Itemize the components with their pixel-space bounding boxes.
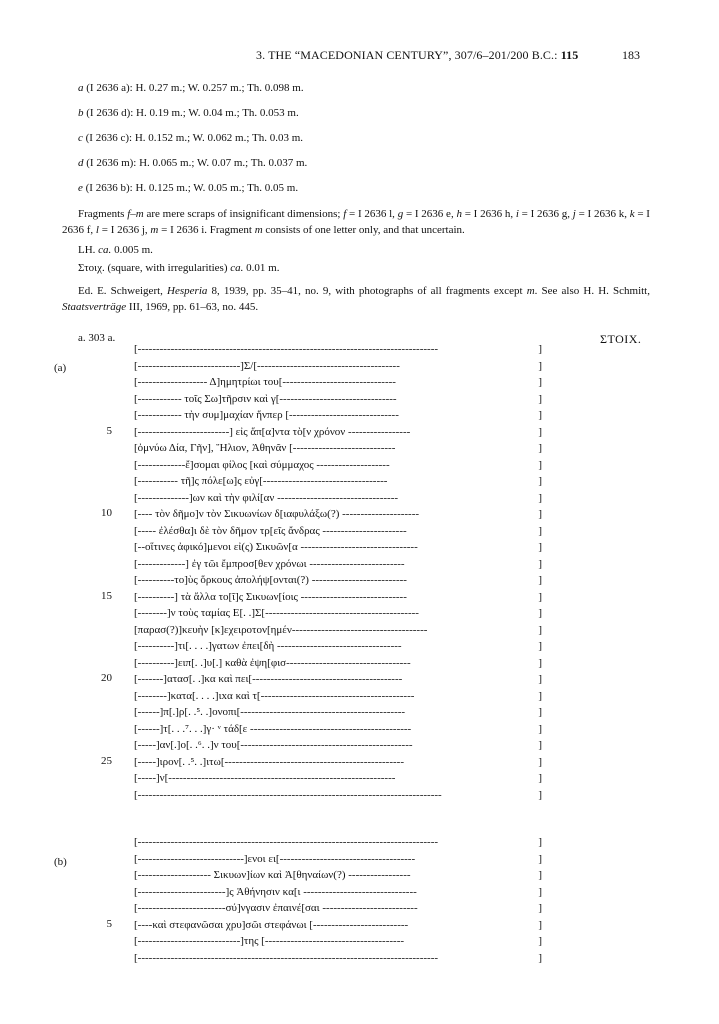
inventory-number: (I 2636 m): — [83, 157, 140, 169]
inscription-line — [134, 755, 542, 770]
inscription-line-text: [-------------] ἐγ τῶι ἔμπροσ[θεν χρόνωι -------------------------- — [134, 557, 405, 570]
inscription-line-text: [----------]τι[. . . .]γατων ἐπει[δὴ ---------------------------------- — [134, 640, 402, 652]
closing-bracket: ] — [538, 623, 542, 636]
closing-bracket: ] — [538, 491, 542, 504]
inscription-line-text: [----------] τὰ ἄλλα το[ῖ]ς Σικυων[ίοις ----------------------------- — [134, 590, 407, 603]
inscription-line — [134, 656, 542, 671]
line-number: 20 — [101, 672, 112, 684]
inscription-line-text: [----------------------------------------------------------------------------------- — [134, 788, 442, 801]
closing-bracket: ] — [538, 392, 542, 405]
measurement-a — [78, 82, 304, 94]
line-number: 15 — [101, 589, 112, 602]
inscription-line-text: [---------------------------------------------------------------------------------- — [134, 343, 439, 355]
closing-bracket: ] — [538, 343, 542, 355]
closing-bracket: ] — [538, 508, 542, 520]
inscription-line — [134, 458, 542, 473]
closing-bracket: ] — [538, 524, 542, 537]
inscription-line — [134, 934, 542, 949]
inscription-line — [134, 835, 542, 850]
closing-bracket: ] — [538, 359, 542, 372]
closing-bracket: ] — [538, 755, 542, 768]
inscription-line-text: [------------------- Δ]ημητρίωι του[------------------------------- — [134, 376, 396, 388]
inventory-number: (I 2636 b): — [82, 182, 136, 194]
inscription-line — [134, 885, 542, 900]
inscription-line-text: [--οἵτινες ἀφικό]μενοι εἰ(ς) Σικυῶν[α -------------------------------- — [134, 541, 418, 553]
inscription-line — [134, 491, 542, 506]
inscription-line-text: [------------------------]ς Ἀθήνησιν κα[ι ------------------------------- — [134, 885, 417, 898]
closing-bracket: ] — [538, 442, 542, 454]
inscription-line — [134, 557, 542, 572]
closing-bracket: ] — [538, 902, 542, 914]
closing-bracket: ] — [538, 772, 542, 784]
inscription-line-text: [----------]ειπ[. .]υ[.] καθὰ ἐψη[φισ---------------------------------- — [134, 656, 411, 669]
closing-bracket: ] — [538, 951, 542, 964]
dimensions: H. 0.065 m.; W. 0.07 m.; Th. 0.037 m. — [139, 157, 308, 169]
closing-bracket: ] — [538, 541, 542, 553]
inscription-line-text: [-------------------------] εἰς ἅπ[α]ντα τὸ[ν χρόνον ----------------- — [134, 425, 411, 438]
inscription-line — [134, 868, 542, 883]
inscription-line-text: [------]π[.]ρ[. .⁵. .]ονοπι[--------------------------------------------- — [134, 706, 406, 718]
inscription-line-text: [------------------------σύ]νγασιν ἐπαινέ[σαι -------------------------- — [134, 902, 418, 914]
closing-bracket: ] — [538, 574, 542, 586]
inscription-line — [134, 342, 542, 357]
closing-bracket: ] — [538, 836, 542, 848]
inscription-line-text: [------------ τοῖς Σω]τῆρσιν καὶ γ[-------------------------------- — [134, 392, 397, 405]
inscription-line — [134, 771, 542, 786]
closing-bracket: ] — [538, 607, 542, 619]
inscription-line-text: [-----------------------------]ενοι ει[------------------------------------- — [134, 852, 416, 865]
inscription-line — [134, 375, 542, 390]
inscription-line-text: [ὀμνύω Δία, Γῆν], Ἥλιον, Ἀθηνᾶν [---------------------------- — [134, 442, 396, 454]
inscription-line — [134, 722, 542, 737]
inscription-line-text: [--------------]ων καὶ τὴν φιλί[αν --------------------------------- — [134, 491, 399, 504]
stoichedon-note: Στοιχ. (square, with irregularities) ca. 0.01 m. — [78, 262, 280, 274]
inscription-line-text: [-------------------- Σικυων]ίων καὶ Ἀ[θηναίων(?) ----------------- — [134, 869, 411, 881]
inventory-number: (I 2636 d): — [83, 107, 137, 119]
measurement-b — [78, 107, 299, 119]
closing-bracket: ] — [538, 590, 542, 603]
closing-bracket: ] — [538, 739, 542, 751]
closing-bracket: ] — [538, 935, 542, 947]
inscription-line-text: [-----]ν[-------------------------------------------------------------- — [134, 772, 396, 784]
inscription-line-text: [----καὶ στεφανῶσαι χρυ]σῶι στεφάνωι [-------------------------- — [134, 918, 409, 931]
letter-height: LH. ca. 0.005 m. — [78, 244, 153, 256]
inscription-line — [134, 590, 542, 605]
inscription-line — [134, 918, 542, 933]
fragment-letter: d — [78, 157, 84, 169]
dimensions: H. 0.125 m.; W. 0.05 m.; Th. 0.05 m. — [135, 182, 299, 194]
closing-bracket: ] — [538, 673, 542, 685]
inscription-line-text: [------]τ[. . .⁷. . .]γ· ᵛ τάδ[ε -------------------------------------------- — [134, 722, 412, 735]
closing-bracket: ] — [538, 425, 542, 438]
inscription-line — [134, 705, 542, 720]
inscription-line-text: [----- ἐλέσθα]ι δὲ τὸν δῆμον τρ[εῖς ἄνδρας ----------------------- — [134, 524, 407, 537]
fragment-letter: c — [78, 132, 83, 144]
closing-bracket: ] — [538, 376, 542, 388]
inscription-line — [134, 474, 542, 489]
measurement-e — [78, 182, 298, 194]
closing-bracket: ] — [538, 475, 542, 487]
inscription-line-text: [--------]κατα[. . . .]ιxα καὶ τ[------------------------------------------ — [134, 689, 415, 702]
inscription-line — [134, 359, 542, 374]
inscription-line-text: [----------------------------]της [-------------------------------------- — [134, 935, 405, 947]
dimensions: H. 0.152 m.; W. 0.062 m.; Th. 0.03 m. — [134, 132, 303, 144]
inscription-line-text: [-------]ατασ[. .]κα καὶ πει[----------------------------------------- — [134, 673, 403, 685]
fragment-letter: e — [78, 182, 83, 194]
fragment-letter: b — [78, 107, 84, 119]
inscription-line-text: [------------ τὴν συμ]μαχίαν ἥνπερ [------------------------------ — [134, 409, 399, 421]
closing-bracket: ] — [538, 557, 542, 570]
inscription-line-text: [----------- τῆ]ς πόλε[ω]ς εὐγ[---------------------------------- — [134, 475, 388, 487]
inscription-line — [134, 639, 542, 654]
closing-bracket: ] — [538, 656, 542, 669]
stoichedon-label: ΣΤΟΙΧ. — [600, 332, 642, 346]
inscription-line-text: [---- τὸν δῆμο]ν τὸν Σικυωνίων δ[ιαφυλάξω(?) --------------------- — [134, 508, 420, 520]
fragment-b-label: (b) — [54, 856, 67, 868]
dimensions: H. 0.27 m.; W. 0.257 m.; Th. 0.098 m. — [135, 82, 304, 94]
inscription-line — [134, 524, 542, 539]
inscription-line — [134, 672, 542, 687]
closing-bracket: ] — [538, 706, 542, 718]
inscription-line — [134, 901, 542, 916]
closing-bracket: ] — [538, 640, 542, 652]
inscription-line — [134, 788, 542, 803]
date-line: a. 303 a. — [78, 332, 116, 344]
inscription-line — [134, 408, 542, 423]
closing-bracket: ] — [538, 409, 542, 421]
closing-bracket: ] — [538, 689, 542, 702]
closing-bracket: ] — [538, 869, 542, 881]
line-number: 5 — [106, 424, 112, 437]
inscription-line-text: [---------------------------------------------------------------------------------- — [134, 951, 439, 964]
fragment-letter: a — [78, 82, 84, 94]
inscription-line — [134, 606, 542, 621]
inscription-line — [134, 951, 542, 966]
fragment-a-label: (a) — [54, 362, 67, 374]
closing-bracket: ] — [538, 852, 542, 865]
inscription-line — [134, 425, 542, 440]
inventory-number: (I 2636 a): — [83, 82, 136, 94]
closing-bracket: ] — [538, 885, 542, 898]
inventory-number: (I 2636 c): — [82, 132, 135, 144]
line-number: 5 — [106, 917, 112, 930]
inscription-line-text: [---------------------------------------------------------------------------------- — [134, 836, 439, 848]
inscription-line-text: [-----]ιρον[. .⁵. .]ιτω[------------------------------------------------- — [134, 755, 404, 768]
inscription-line — [134, 540, 542, 555]
dimensions: H. 0.19 m.; W. 0.04 m.; Th. 0.053 m. — [136, 107, 299, 119]
measurement-d — [78, 157, 307, 169]
inscription-line — [134, 507, 542, 522]
inscription-line-text: [-----]αν[.]ο[. .⁶. .]ν του[----------------------------------------------- — [134, 739, 413, 751]
inscription-line-text: [-------------ἔ]σομαι φίλος [καὶ σύμμαχος -------------------- — [134, 458, 390, 471]
inscription-line — [134, 623, 542, 638]
closing-bracket: ] — [538, 722, 542, 735]
measurement-c — [78, 132, 303, 144]
inscription-line-text: [----------το]ὺς ὅρκους ἀπολήψ[ονται(?) -------------------------- — [134, 574, 407, 586]
page-number: 183 — [622, 48, 640, 62]
inscription-line-text: [παρασ(?)]κευὴν [κ]εχειροτον[ημέν------------------------------------- — [134, 623, 428, 636]
inscription-line — [134, 852, 542, 867]
running-head — [256, 48, 578, 63]
inscription-line — [134, 689, 542, 704]
fragments-paragraph: Fragments f–m are mere scraps of insignificant dimensions; f = I 2636 l, g = I 2636 e, h = I 2636 h, i = I 2636 g, j = I 2636 k, k = I 2636 f, l = I 2636 j, m = I 2636 i. Fragment m consists of one letter only, and that uncertain. — [62, 208, 650, 236]
closing-bracket: ] — [538, 918, 542, 931]
inscription-line-text: [----------------------------]Σ/[--------------------------------------- — [134, 359, 400, 372]
inscription-line-text: [--------]ν τοὺς ταμίας Ε[. .]Σ[------------------------------------------ — [134, 607, 419, 619]
line-number: 10 — [101, 507, 112, 519]
closing-bracket: ] — [538, 788, 542, 801]
inscription-line — [134, 392, 542, 407]
closing-bracket: ] — [538, 458, 542, 471]
running-title: 3. THE “MACEDONIAN CENTURY”, 307/6–201/200 B.C.: — [256, 48, 558, 62]
line-number: 25 — [101, 754, 112, 767]
entry-number: 115 — [560, 48, 579, 62]
inscription-line — [134, 441, 542, 456]
inscription-line — [134, 573, 542, 588]
inscription-line — [134, 738, 542, 753]
edition-paragraph: Ed. E. Schweigert, Hesperia 8, 1939, pp. 35–41, no. 9, with photographs of all fragments except m. See also H. H. Schmitt, Staatsverträge III, 1969, pp. 61–63, no. 445. — [62, 285, 650, 313]
